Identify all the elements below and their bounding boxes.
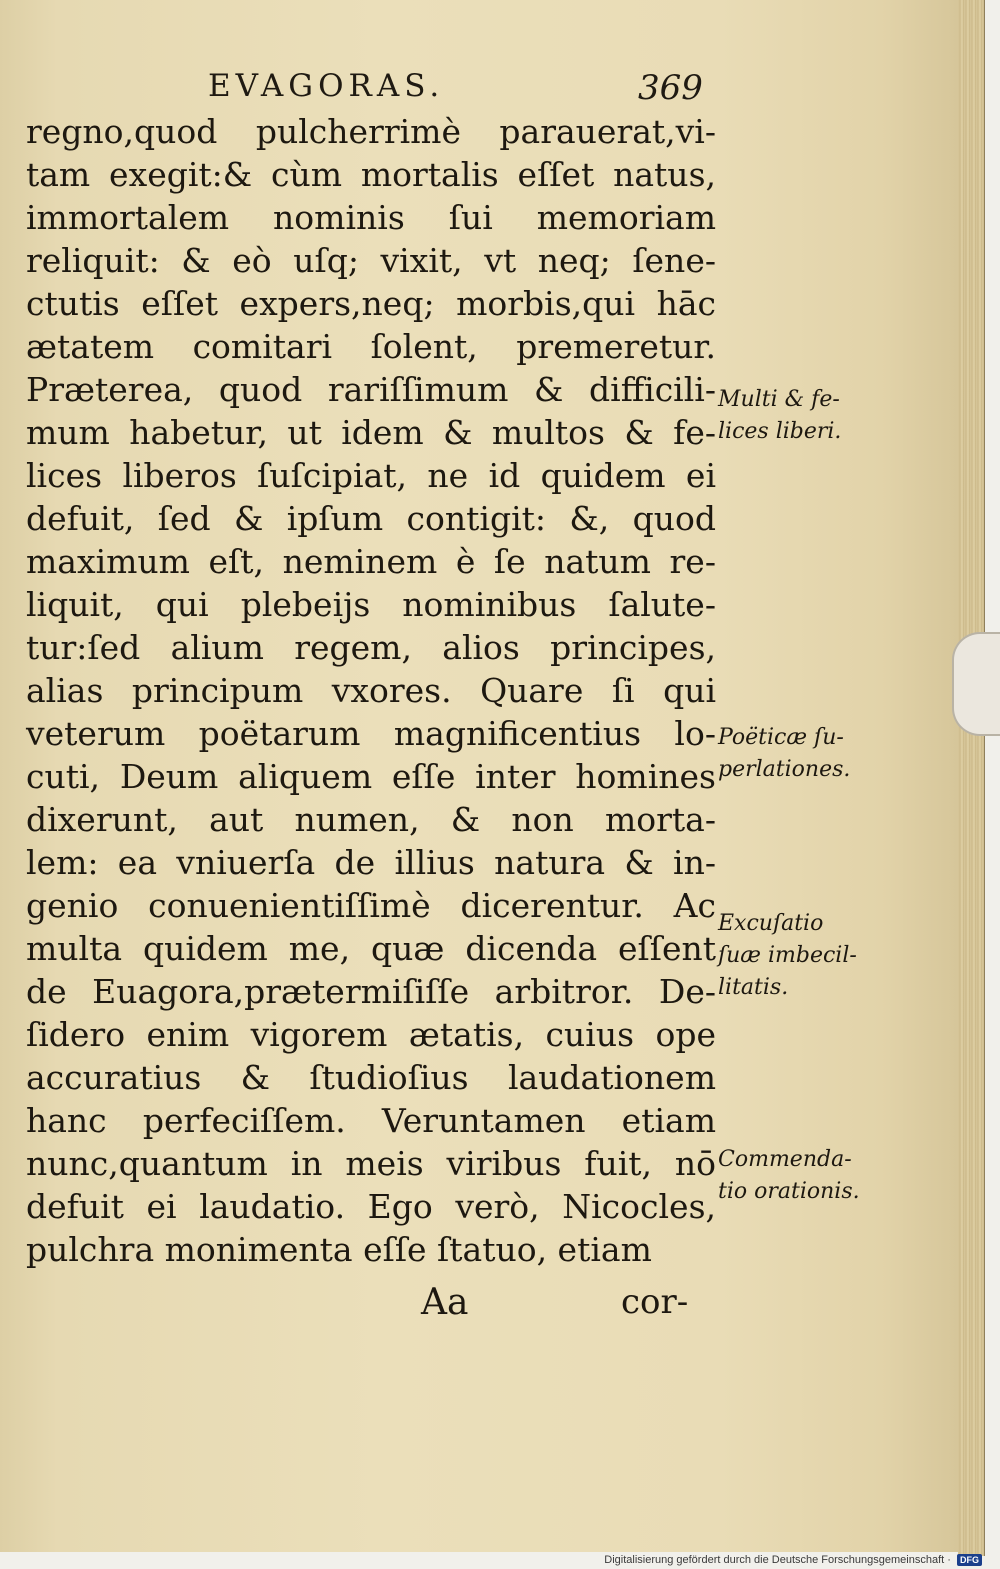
marginal-line: Poëticæ ſu-	[718, 725, 844, 750]
text-line: multa quidem me, quæ dicenda eſſent	[26, 929, 716, 968]
text-line: alias principum vxores. Quare ſi qui	[26, 671, 716, 710]
text-line: ætatem comitari ſolent, premeretur.	[26, 327, 716, 366]
marginal-line: ſuæ imbecil-	[718, 943, 857, 968]
marginal-line: Commenda-	[718, 1147, 852, 1172]
text-line: mum habetur, ut idem & multos & fe-	[26, 413, 716, 452]
marginal-line: tio orationis.	[718, 1179, 860, 1204]
marginal-note-commendatio	[718, 1144, 860, 1208]
page-number: 369	[638, 68, 703, 108]
marginal-line: lices liberi.	[718, 419, 842, 444]
text-line: tur:ſed alium regem, alios principes,	[26, 628, 716, 667]
marginal-note-poetic	[718, 722, 850, 786]
text-line: immortalem nominis ſui memoriam	[26, 198, 716, 237]
text-line: hanc perfeciſſem. Veruntamen etiam	[26, 1101, 716, 1140]
page-header	[0, 68, 958, 112]
dfg-logo-icon: DFG	[957, 1554, 982, 1566]
marginal-note-liberi	[718, 384, 841, 448]
text-line: ſidero enim vigorem ætatis, cuius ope	[26, 1015, 716, 1054]
book-clasp-tab	[952, 632, 1000, 736]
text-line: liquit, qui plebeijs nominibus ſalute-	[26, 585, 716, 624]
text-line: regno,quod pulcherrimè parauerat,vi-	[26, 112, 716, 151]
digitization-credit	[604, 1554, 982, 1566]
text-line: dixerunt, aut numen, & non morta-	[26, 800, 716, 839]
text-line: ctutis eſſet expers,neq; morbis,qui hāc	[26, 284, 716, 323]
text-line: genio conuenientiſſimè dicerentur. Ac	[26, 886, 716, 925]
signature-mark: Aa	[421, 1282, 469, 1323]
text-line: nunc,quantum in meis viribus fuit, nō	[26, 1144, 716, 1183]
catchword: cor-	[621, 1282, 689, 1322]
text-line: de Euagora,prætermiſiſſe arbitror. De-	[26, 972, 716, 1011]
main-text	[26, 110, 716, 1271]
text-line: Præterea, quod rariſſimum & difficili-	[26, 370, 716, 409]
credit-text: Digitalisierung gefördert durch die Deutsche Forschungsgemeinschaft ·	[604, 1554, 951, 1566]
marginal-line: Excuſatio	[718, 911, 824, 936]
marginal-line: perlationes.	[718, 757, 851, 782]
text-line: defuit ei laudatio. Ego verò, Nicocles,	[26, 1187, 716, 1226]
text-line: veterum poëtarum magnificentius lo-	[26, 714, 716, 753]
text-line: tam exegit:& cùm mortalis eſſet natus,	[26, 155, 716, 194]
text-line: defuit, ſed & ipſum contigit: &, quod	[26, 499, 716, 538]
page-footer	[0, 1282, 958, 1327]
text-line: reliquit: & eò uſq; vixit, vt neq; ſene-	[26, 241, 716, 280]
text-line: maximum eſt, neminem è ſe natum re-	[26, 542, 716, 581]
marginal-line: litatis.	[718, 975, 789, 1000]
text-line: accuratius & ſtudioſius laudationem	[26, 1058, 716, 1097]
running-head: EVAGORAS.	[208, 68, 445, 104]
marginal-note-excusatio	[718, 908, 857, 1004]
text-line: lem: ea vniuerſa de illius natura & in-	[26, 843, 716, 882]
text-line: cuti, Deum aliquem eſſe inter homines	[26, 757, 716, 796]
text-line: pulchra monimenta eſſe ſtatuo, etiam	[26, 1230, 652, 1269]
marginal-line: Multi & fe-	[718, 387, 840, 412]
text-line: lices liberos ſuſcipiat, ne id quidem ei	[26, 456, 716, 495]
page-edges	[958, 0, 985, 1556]
